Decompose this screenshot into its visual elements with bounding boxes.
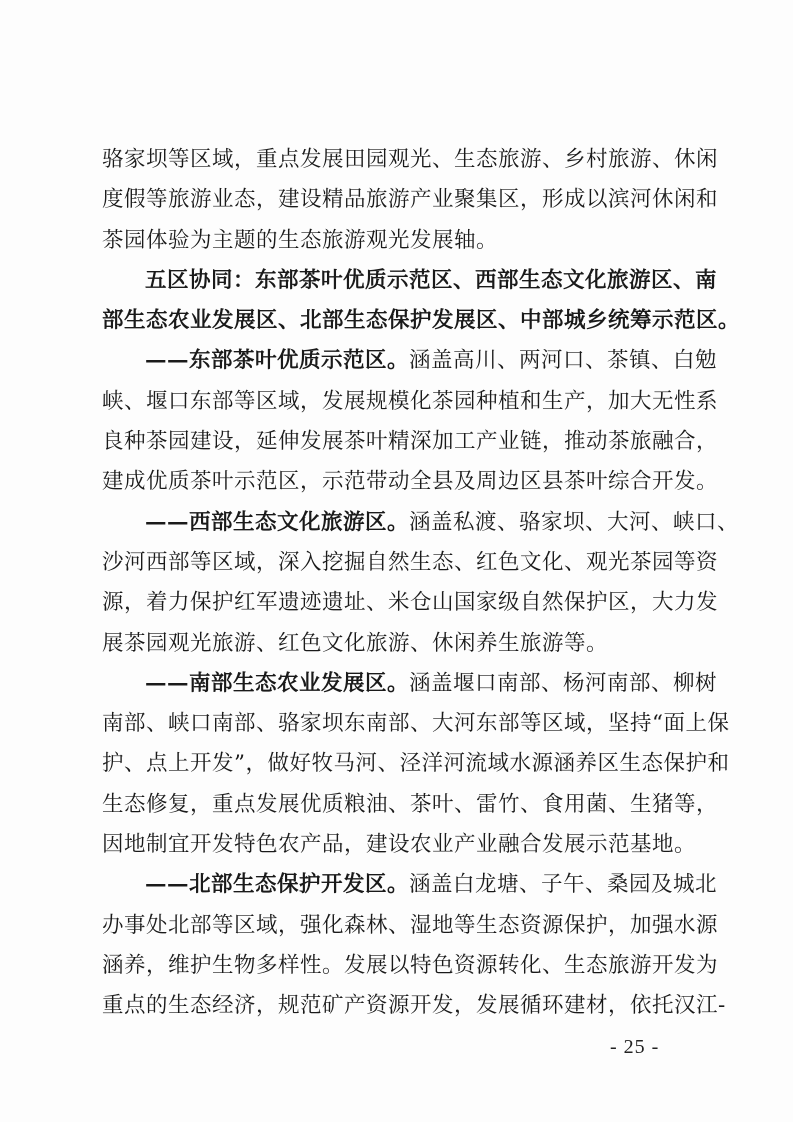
text-line: 办事处北部等区域，强化森林、湿地等生态资源保护，加强水源 <box>102 912 719 938</box>
text-line <box>102 865 718 905</box>
text-line: 重点的生态经济，规范矿产资源开发，发展循环建材，依托汉江- <box>102 993 726 1019</box>
paragraph-five-zones <box>102 261 741 342</box>
text-line <box>102 341 718 381</box>
text-line: 度假等旅游业态，建设精品旅游产业聚集区，形成以滨河休闲和 <box>102 187 719 213</box>
body-text <box>102 140 741 1027</box>
section-heading: ——北部生态保护开发区。 <box>145 872 410 898</box>
section-heading: ——南部生态农业发展区。 <box>145 670 410 696</box>
text-line <box>102 664 718 704</box>
text-line: 源，着力保护红军遗迹遗址、米仓山国家级自然保护区，大力发 <box>102 590 719 616</box>
page-number: - 25 - <box>610 1036 660 1058</box>
paragraph-axis-continuation <box>102 140 719 261</box>
text-line-content: 涵盖白龙塘、子午、桑园及城北 <box>409 872 718 898</box>
text-line: 沙河西部等区域，深入挖掘自然生态、红色文化、观光茶园等资 <box>102 549 719 575</box>
text-line <box>102 503 740 543</box>
text-line-content: 涵盖堰口南部、杨河南部、柳树 <box>409 670 718 696</box>
text-line: 因地制宜开发特色农产品，建设农业产业融合发展示范基地。 <box>102 832 697 858</box>
text-line: 涵养，维护生物多样性。发展以特色资源转化、生态旅游开发为 <box>102 952 719 978</box>
text-line-content: 五区协同：东部茶叶优质示范区、西部生态文化旅游区、南 <box>145 267 718 293</box>
paragraph-east-zone <box>102 341 719 502</box>
text-line <box>102 261 718 301</box>
text-line: 骆家坝等区域，重点发展田园观光、生态旅游、乡村旅游、休闲 <box>102 147 719 172</box>
paragraph-south-zone <box>102 664 730 865</box>
paragraph-north-zone <box>102 865 726 1026</box>
section-heading: ——东部茶叶优质示范区。 <box>145 348 410 374</box>
text-line: 峡、堰口东部等区域，发展规模化茶园种植和生产，加大无性系 <box>102 388 719 414</box>
text-line: 部生态农业发展区、北部生态保护发展区、中部城乡统筹示范区。 <box>102 308 741 334</box>
text-line-content: 涵盖私渡、骆家坝、大河、峡口、 <box>409 509 740 535</box>
text-line: 南部、峡口南部、骆家坝东南部、大河东部等区域，坚持“面上保 <box>102 711 730 737</box>
text-line: 建成优质茶叶示范区，示范带动全县及周边区县茶叶综合开发。 <box>102 469 719 495</box>
section-heading: ——西部生态文化旅游区。 <box>145 509 410 535</box>
text-line: 展茶园观光旅游、红色文化旅游、休闲养生旅游等。 <box>102 630 609 656</box>
text-line: 良种茶园建设，延伸发展茶叶精深加工产业链，推动茶旅融合， <box>102 429 719 455</box>
text-line: 生态修复，重点发展优质粮油、茶叶、雷竹、食用菌、生猪等， <box>102 791 719 817</box>
text-line: 护、点上开发”，做好牧马河、泾洋河流域水源涵养区生态保护和 <box>102 751 730 777</box>
text-line: 茶园体验为主题的生态旅游观光发展轴。 <box>102 227 499 253</box>
paragraph-west-zone <box>102 503 740 664</box>
text-line-content: 涵盖高川、两河口、茶镇、白勉 <box>409 348 718 374</box>
